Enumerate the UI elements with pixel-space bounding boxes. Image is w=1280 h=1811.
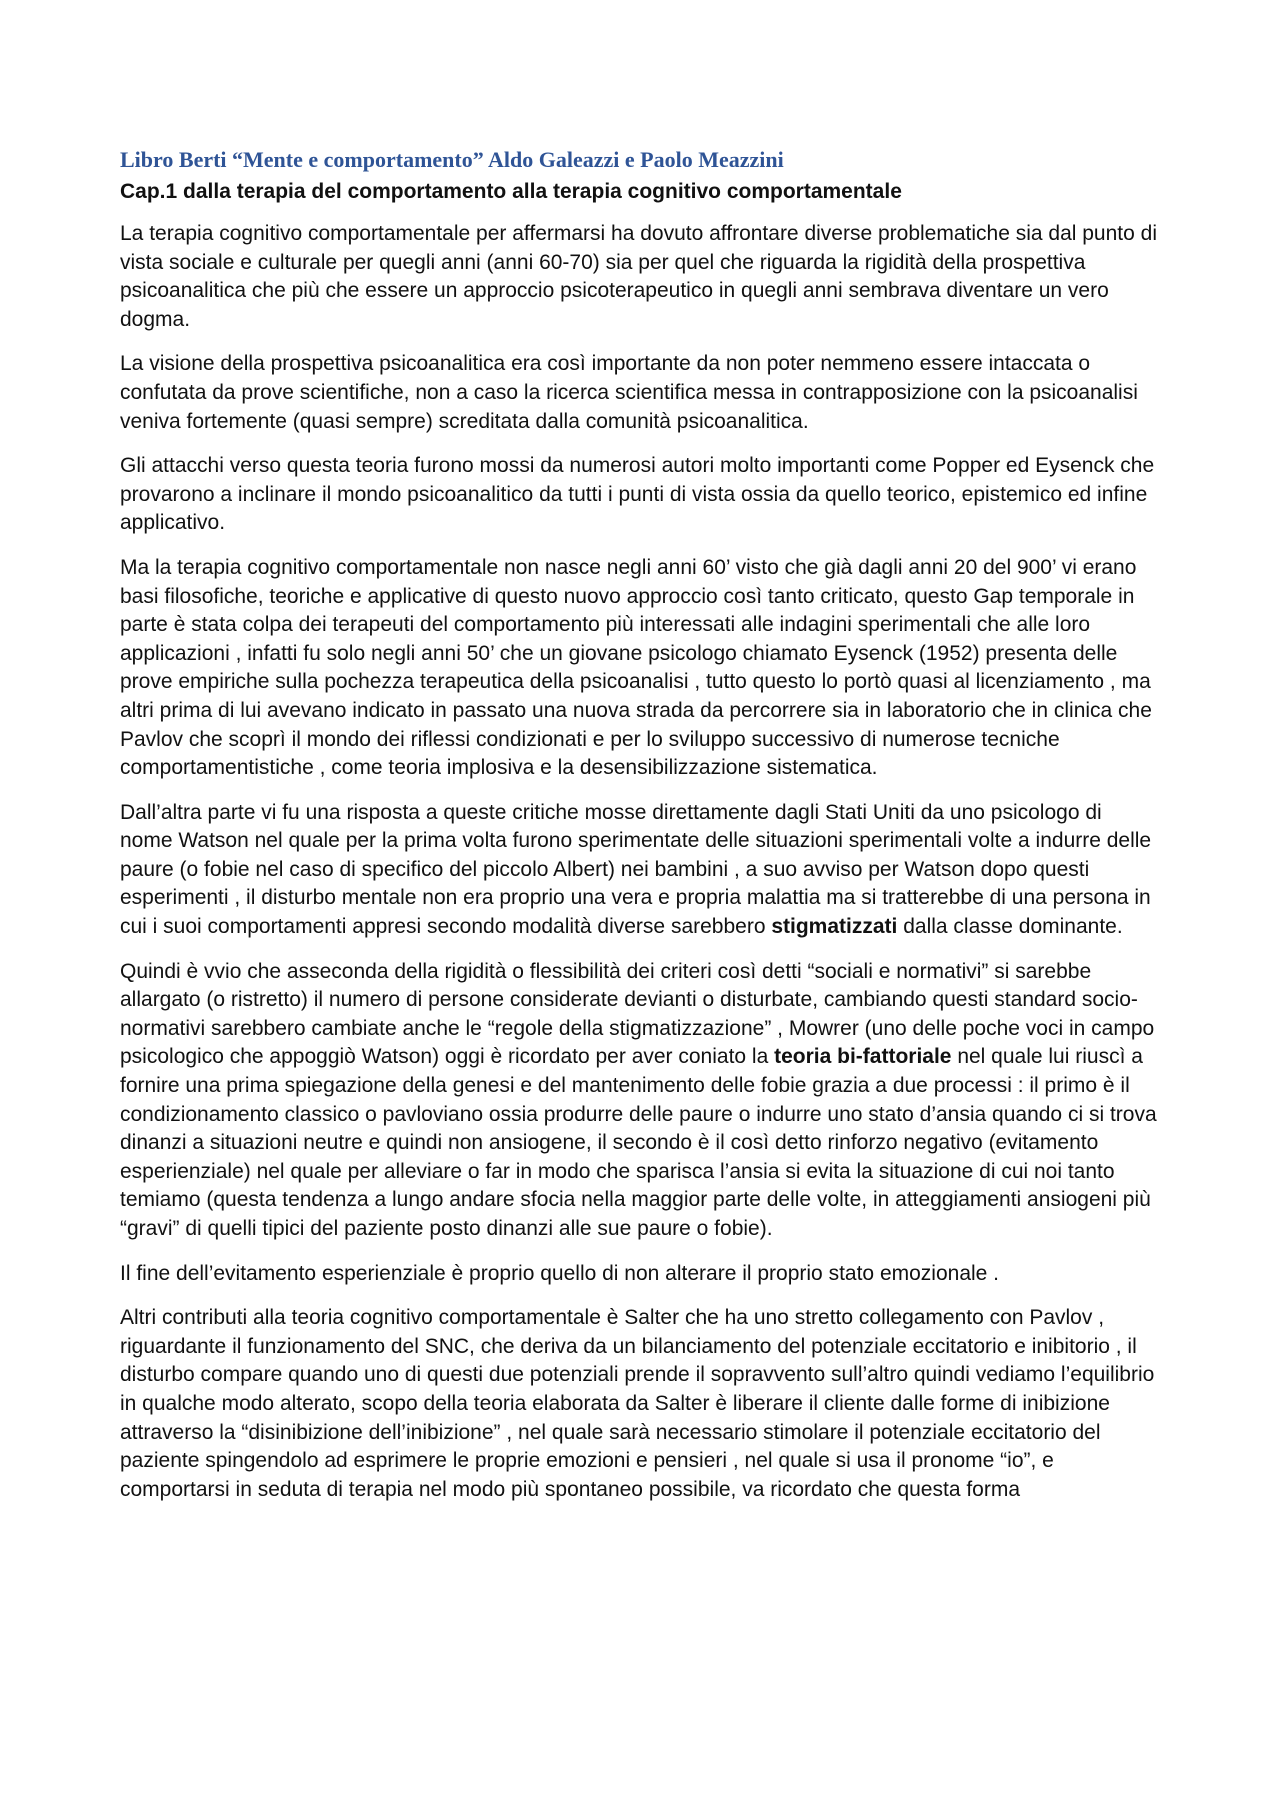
paragraph-8: Altri contributi alla teoria cognitivo comportamentale è Salter che ha uno stretto collegamento con Pavlov , riguardante il funzionamento del SNC, che deriva da un bilanciamento del potenziale eccitatorio e inibitorio , il disturbo compare quando uno di questi due potenziali prende il sopravvento sull’altro quindi vediamo l’equilibrio in qualche modo alterato, scopo della teoria elaborata da Salter è liberare il cliente dalle forme di inibizione attraverso la “disinibizione dell’inibizione” , nel quale sarà necessario stimolare il potenziale eccitatorio del paziente spingendolo ad esprimere le proprie emozioni e pensieri , nel quale si usa il pronome “io”, e comportarsi in seduta di terapia nel modo più spontaneo possibile, va ricordato che questa forma: [120, 1306, 1155, 1501]
paragraph-6-text-after: nel quale lui riuscì a fornire una prima spiegazione della genesi e del mantenimento delle fobie grazia a due processi : il primo è il condizionamento classico o pavloviano ossia produrre delle paure o indurre uno stato d’ansia quando ci si trova dinanzi a situazioni neutre e quindi non ansiogene, il secondo è il così detto rinforzo negativo (evitamento esperienziale) nel quale per alleviare o far in modo che sparisca l’ansia si evita la situazione di cui noi tanto temiamo (questa tendenza a lungo andare sfocia nella maggior parte delle volte, in atteggiamenti ansiogeni più “gravi” di quelli tipici del paziente posto dinanzi alle sue paure o fobie).: [120, 1045, 1157, 1240]
paragraph-4: Ma la terapia cognitivo comportamentale non nasce negli anni 60’ visto che già dagli anni 20 del 900’ vi erano basi filosofiche, teoriche e applicative di questo nuovo approccio così tanto criticato, questo Gap temporale in parte è stata colpa dei terapeuti del comportamento più interessati alle indagini sperimentali che alle loro applicazioni , infatti fu solo negli anni 50’ che un giovane psicologo chiamato Eysenck (1952) presenta delle prove empiriche sulla pochezza terapeutica della psicoanalisi , tutto questo lo portò quasi al licenziamento , ma altri prima di lui avevano indicato in passato una nuova strada da percorrere sia in laboratorio che in clinica che Pavlov che scoprì il mondo dei riflessi condizionati e per lo sviluppo successivo di numerose tecniche comportamentistiche , come teoria implosiva e la desensibilizzazione sistematica.: [120, 555, 1152, 780]
paragraph-2: La visione della prospettiva psicoanalitica era così importante da non poter nemmeno essere intaccata o confutata da prove scientifiche, non a caso la ricerca scientifica messa in contrapposizione con la psicoanalisi veniva fortemente (quasi sempre) screditata dalla comunità psicoanalitica.: [120, 352, 1138, 433]
document-body: [120, 146, 1160, 1520]
paragraph-6: [120, 958, 1160, 1244]
paragraph-7: Il fine dell’evitamento esperienziale è proprio quello di non alterare il proprio stato emozionale .: [120, 1261, 1000, 1285]
paragraph-3: Gli attacchi verso questa teoria furono mossi da numerosi autori molto importanti come Popper ed Eysenck che provarono a inclinare il mondo psicoanalitico da tutti i punti di vista ossia da quello teorico, epistemico ed infine applicativo.: [120, 454, 1155, 535]
paragraph-5-text-before: Dall’altra parte vi fu una risposta a queste critiche mosse direttamente dagli Stati Uniti da uno psicologo di nome Watson nel quale per la prima volta furono sperimentate delle situazioni sperimentali volte a indurre delle paure (o fobie nel caso di specifico del piccolo Albert) nei bambini , a suo avviso per Watson dopo questi esperimenti , il disturbo mentale non era proprio una vera e propria malattia ma si tratterebbe di una persona in cui i suoi comportamenti appresi secondo modalità diverse sarebbero: [120, 800, 1152, 939]
paragraph-5: [120, 799, 1160, 942]
paragraph-6-text-before: Quindi è vvio che asseconda della rigidità o flessibilità dei criteri così detti “sociali e normativi” si sarebbe allargato (o ristretto) il numero di persone considerate devianti o disturbate, cambiando questi standard socio-normativi sarebbero cambiate anche le “regole della stigmatizzazione” , Mowrer (uno delle poche voci in campo psicologico che appoggiò Watson) oggi è ricordato per aver coniato la: [120, 959, 1155, 1069]
paragraph-5-text-after: dalla classe dominante.: [897, 915, 1123, 939]
document-title: Libro Berti “Mente e comportamento” Aldo Galeazzi e Paolo Meazzini: [120, 147, 784, 172]
paragraph-1: La terapia cognitivo comportamentale per affermarsi ha dovuto affrontare diverse problematiche sia dal punto di vista sociale e culturale per quegli anni (anni 60-70) sia per quel che riguarda la rigidità della prospettiva psicoanalitica che più che essere un approccio psicoterapeutico in quegli anni sembrava diventare un vero dogma.: [120, 222, 1157, 331]
chapter-heading: Cap.1 dalla terapia del comportamento alla terapia cognitivo comportamentale: [120, 180, 902, 203]
paragraph-6-bold-term: teoria bi-fattoriale: [774, 1045, 952, 1069]
paragraph-5-bold-term: stigmatizzati: [771, 915, 898, 939]
